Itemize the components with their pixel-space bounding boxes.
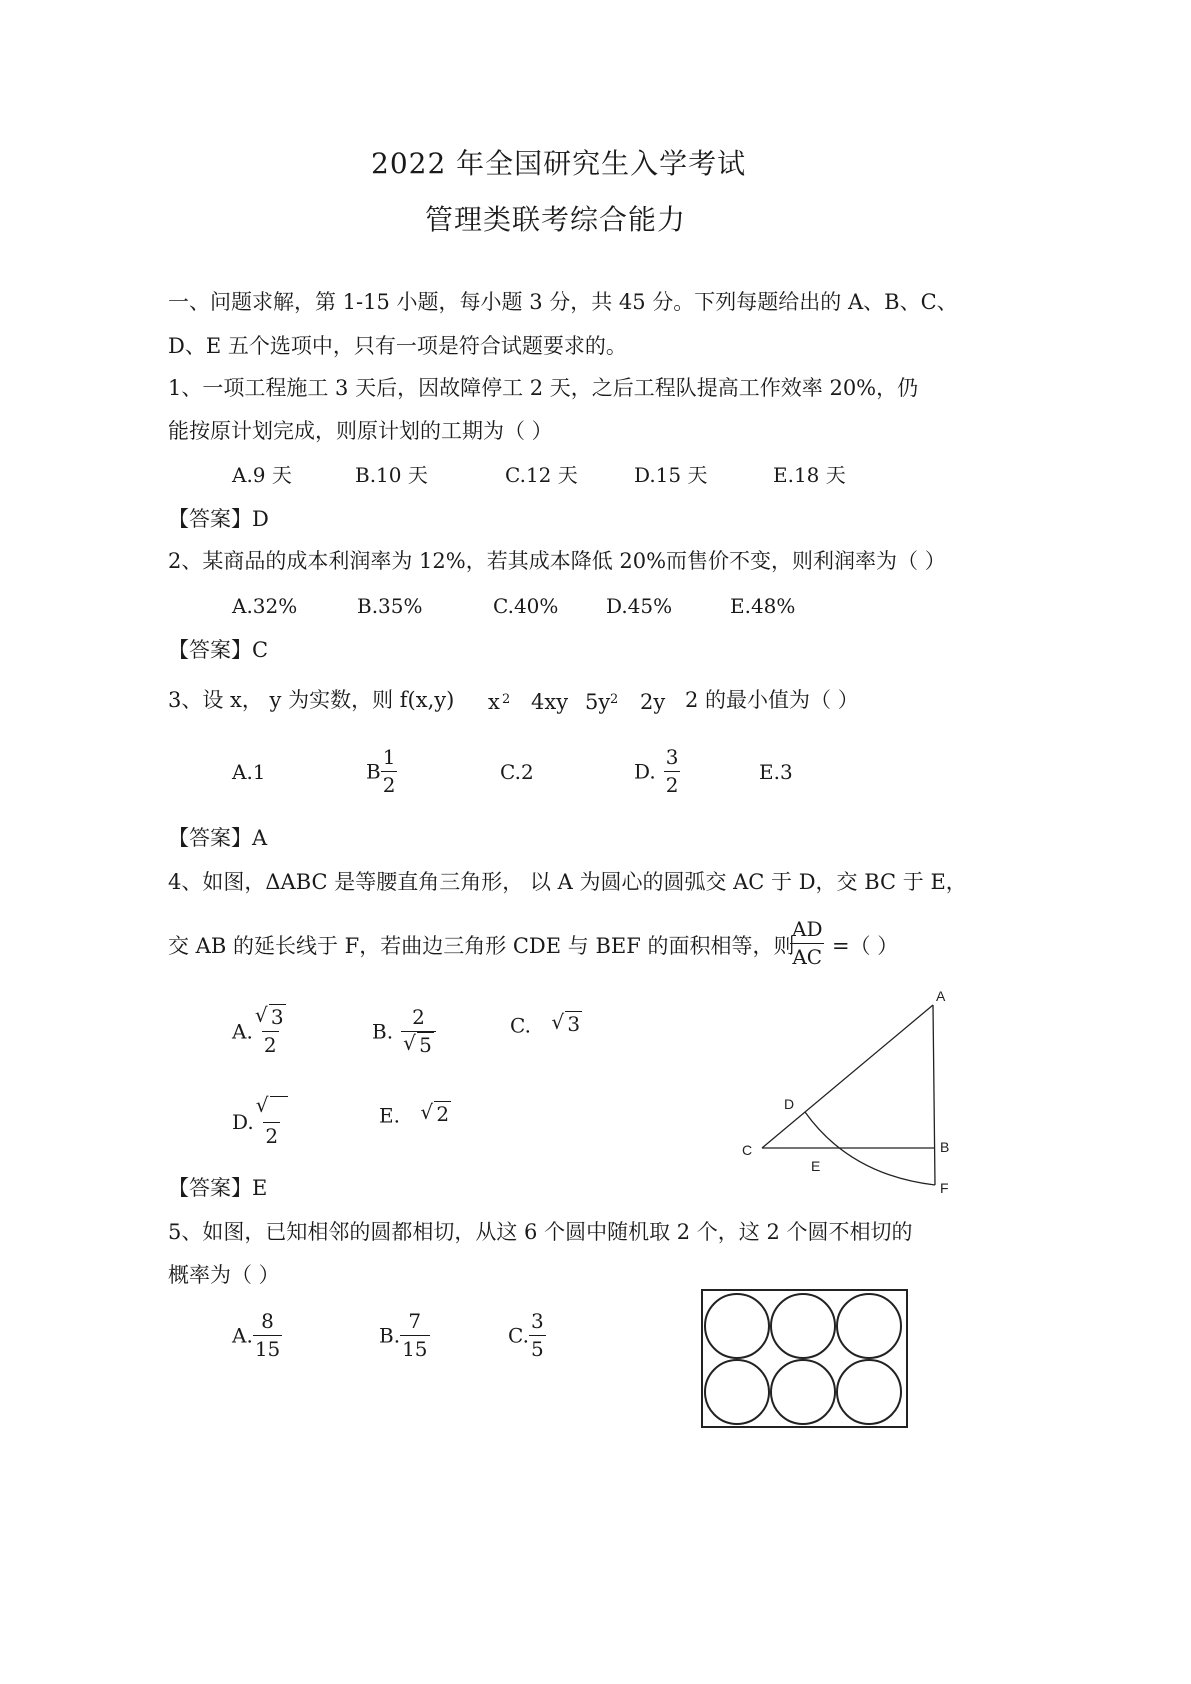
q5-option-c-fraction (529, 1310, 546, 1361)
q3-expr-4xy: 4xy (531, 690, 569, 714)
q1-option-e: E.18 天 (773, 463, 846, 487)
q2-text-line-1: 2、某商品的成本利润率为 12%，若其成本降低 20%而售价不变，则利润率为（ ） (168, 549, 946, 573)
q2-option-d: D.45% (606, 594, 673, 618)
q4-option-c-sqrt (551, 1014, 582, 1034)
q4-option-a-fraction (253, 1006, 288, 1057)
q1-option-a: A.9 天 (232, 463, 292, 487)
q1-answer: 【答案】D (168, 507, 269, 531)
q5-option-b-fraction (400, 1310, 429, 1361)
q3-option-b-prefix: B (366, 759, 381, 784)
q5-option-c-den: 5 (530, 1337, 544, 1361)
q4-option-e (379, 1104, 451, 1126)
q4-option-d-prefix: D. (232, 1110, 254, 1134)
q4-option-a (232, 1006, 288, 1057)
q3-option-d-num: 3 (665, 745, 679, 769)
q2-option-c: C.40% (493, 594, 559, 618)
q3-expr-sup-2: 2 (610, 692, 619, 707)
q4-label-c: C (742, 1142, 753, 1158)
q4-option-e-prefix: E. (379, 1103, 400, 1128)
q4-label-f: F (940, 1180, 949, 1196)
q4-ratio-den: AC (792, 945, 823, 969)
q4-option-b-num: 2 (412, 1005, 425, 1029)
page-title: 2022 年全国研究生入学考试 (371, 147, 747, 180)
q3-option-b-den: 2 (382, 773, 396, 797)
q4-option-a-num (253, 1006, 288, 1031)
q3-option-d-prefix: D. (634, 759, 656, 784)
q4-option-b-den (401, 1031, 436, 1057)
q3-option-b-fraction (381, 746, 398, 797)
q3-expr-x: x (488, 690, 500, 714)
q4-side-ca (762, 1005, 933, 1148)
q4-label-e: E (811, 1158, 821, 1174)
q5-option-b-den: 15 (402, 1337, 428, 1361)
q3-option-e: E.3 (759, 760, 793, 784)
section-instruction-line-2: D、E 五个选项中，只有一项是符合试题要求的。 (168, 334, 627, 358)
q5-option-a-den: 15 (254, 1337, 281, 1361)
q3-option-d (634, 746, 680, 797)
q3-expr-sup-1: 2 (502, 692, 511, 707)
q4-option-c-prefix: C. (510, 1013, 531, 1038)
q5-text-line-2: 概率为（ ） (168, 1263, 280, 1287)
q5-option-c-num: 3 (530, 1309, 544, 1333)
q4-label-d: D (784, 1096, 795, 1112)
q2-option-b: B.35% (357, 594, 423, 618)
q1-option-c: C.12 天 (505, 463, 578, 487)
q5-option-b (379, 1310, 430, 1361)
q5-circle (771, 1360, 835, 1424)
q4-option-a-prefix: A. (232, 1019, 253, 1044)
q5-circle (771, 1294, 835, 1358)
q4-option-e-sqrt (420, 1104, 451, 1124)
q4-ratio-fraction (790, 918, 824, 969)
q4-option-a-radicand: 3 (270, 1005, 284, 1029)
q4-ratio (790, 918, 824, 969)
q2-option-a: A.32% (232, 594, 298, 618)
q4-option-d (232, 1096, 290, 1148)
page-subtitle: 管理类联考综合能力 (425, 203, 687, 236)
q4-option-d-radicand (270, 1096, 288, 1120)
q1-text-line-2: 能按原计划完成，则原计划的工期为（ ） (168, 419, 553, 443)
q4-option-b-fraction (401, 1006, 436, 1057)
q5-circles-figure (700, 1288, 910, 1430)
q5-option-a-fraction (253, 1310, 282, 1361)
q4-triangle-figure (730, 985, 970, 1200)
q3-text-line-1: 3、设 x， y 为实数，则 f(x,y) (168, 688, 455, 712)
q4-text-line-1: 4、如图，ΔABC 是等腰直角三角形， 以 A 为圆心的圆弧交 AC 于 D，交 BC 于 E， (168, 870, 967, 894)
q4-option-b (372, 1006, 436, 1057)
q2-answer: 【答案】C (168, 638, 269, 662)
q4-option-a-den: 2 (263, 1033, 277, 1057)
q2-option-e: E.48% (730, 594, 796, 618)
q4-label-a: A (936, 988, 946, 1004)
q4-option-b-prefix: B. (372, 1019, 394, 1044)
q4-text-tail: =（ ） (832, 934, 899, 958)
q4-side-af (933, 1005, 935, 1185)
q5-circle (705, 1294, 769, 1358)
q5-circle (705, 1360, 769, 1424)
q4-answer: 【答案】E (168, 1176, 268, 1200)
q3-expr-tail: 2 的最小值为（ ） (685, 688, 859, 712)
q3-expr-5y: 5y (585, 690, 611, 714)
q5-option-b-prefix: B. (379, 1323, 401, 1348)
section-instruction-line-1: 一、问题求解，第 1-15 小题，每小题 3 分，共 45 分。下列每题给出的 A、B、C、 (168, 290, 958, 314)
q1-text-line-1: 1、一项工程施工 3 天后，因故障停工 2 天，之后工程队提高工作效率 20%，仍 (168, 376, 919, 400)
q3-option-c: C.2 (500, 760, 534, 784)
q4-text-line-2: 交 AB 的延长线于 F，若曲边三角形 CDE 与 BEF 的面积相等，则 (168, 934, 795, 958)
q4-option-c (510, 1014, 582, 1036)
q3-option-b (366, 746, 397, 797)
q3-option-d-den: 2 (665, 773, 679, 797)
q4-option-e-radicand: 2 (436, 1102, 450, 1126)
q3-answer: 【答案】A (168, 826, 268, 850)
q4-option-d-fraction (254, 1096, 290, 1148)
q4-option-c-radicand: 3 (567, 1012, 581, 1036)
q4-option-a-sqrt (255, 1006, 286, 1029)
q4-option-b-radicand: 5 (419, 1033, 432, 1057)
q4-option-d-den: 2 (265, 1124, 279, 1148)
q4-label-b: B (940, 1139, 950, 1155)
q3-option-b-num: 1 (382, 745, 396, 769)
q4-ratio-num: AD (792, 917, 823, 941)
q5-circle (837, 1294, 901, 1358)
q3-expr-2y: 2y (640, 690, 666, 714)
q3-option-d-fraction (664, 746, 681, 797)
q5-option-c (508, 1310, 546, 1361)
q1-option-b: B.10 天 (355, 463, 428, 487)
q5-option-a (232, 1310, 282, 1361)
q4-option-d-sqrt (256, 1096, 288, 1120)
q5-circle (837, 1360, 901, 1424)
q5-option-a-prefix: A. (232, 1323, 253, 1348)
q4-option-b-sqrt (403, 1034, 434, 1057)
q5-option-a-num: 8 (261, 1309, 274, 1333)
q5-option-b-num: 7 (408, 1309, 422, 1333)
q3-option-a: A.1 (232, 760, 266, 784)
q5-option-c-prefix: C. (508, 1323, 529, 1348)
q5-text-line-1: 5、如图，已知相邻的圆都相切，从这 6 个圆中随机取 2 个，这 2 个圆不相切的 (168, 1220, 913, 1244)
q1-option-d: D.15 天 (634, 463, 708, 487)
q4-option-d-num (254, 1096, 290, 1122)
